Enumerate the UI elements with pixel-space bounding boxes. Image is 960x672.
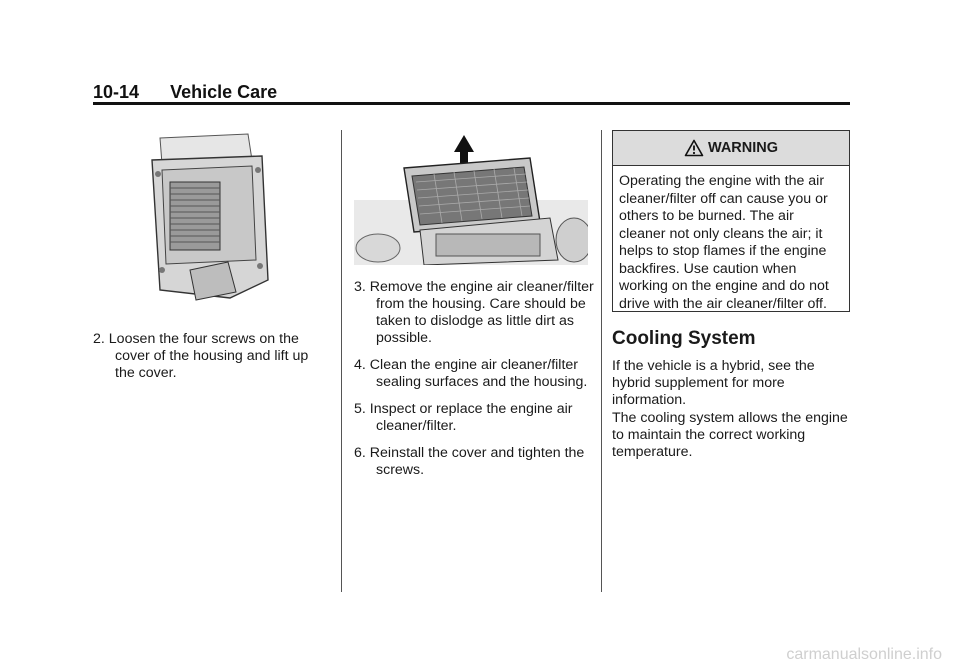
cooling-system-heading: Cooling System [612, 328, 756, 349]
column-2-text [354, 279, 594, 489]
warning-header [613, 131, 849, 166]
filter-removal-illustration [354, 130, 588, 265]
warning-text: Operating the engine with the air cleaner/filter off can cause you or others to be burned. The air cleaner not only cleans the air; it helps to stop flames if the engine backfires. Use caution when working on the engine and do not drive with the air cleaner/filter off. [619, 173, 829, 312]
page-number: 10-14 [93, 82, 140, 102]
warning-title: WARNING [707, 140, 779, 156]
cooling-paragraph-2: The cooling system allows the engine to maintain the correct working temperature. [612, 410, 848, 460]
header-rule [93, 102, 850, 105]
column-divider-1 [341, 130, 342, 592]
step-3: 3. Remove the engine air cleaner/filter from the housing. Care should be taken to dislodge as little dirt as possible. [354, 279, 594, 346]
page-header [93, 82, 277, 103]
step-6: 6. Reinstall the cover and tighten the screws. [354, 445, 585, 478]
watermark-footer: carmanualsonline.info [786, 646, 942, 663]
column-divider-2 [601, 130, 602, 592]
section-title-header: Vehicle Care [170, 82, 278, 102]
warning-box [612, 130, 850, 312]
warning-triangle-icon [684, 139, 704, 157]
step-4: 4. Clean the engine air cleaner/filter sealing surfaces and the housing. [354, 357, 588, 390]
air-cleaner-housing-illustration [140, 130, 280, 302]
step-2: 2. Loosen the four screws on the cover of the housing and lift up the cover. [93, 331, 309, 381]
column-1-text [93, 331, 328, 392]
cooling-paragraph-1: If the vehicle is a hybrid, see the hybrid supplement for more information. [612, 358, 815, 408]
step-5: 5. Inspect or replace the engine air cleaner/filter. [354, 401, 573, 434]
